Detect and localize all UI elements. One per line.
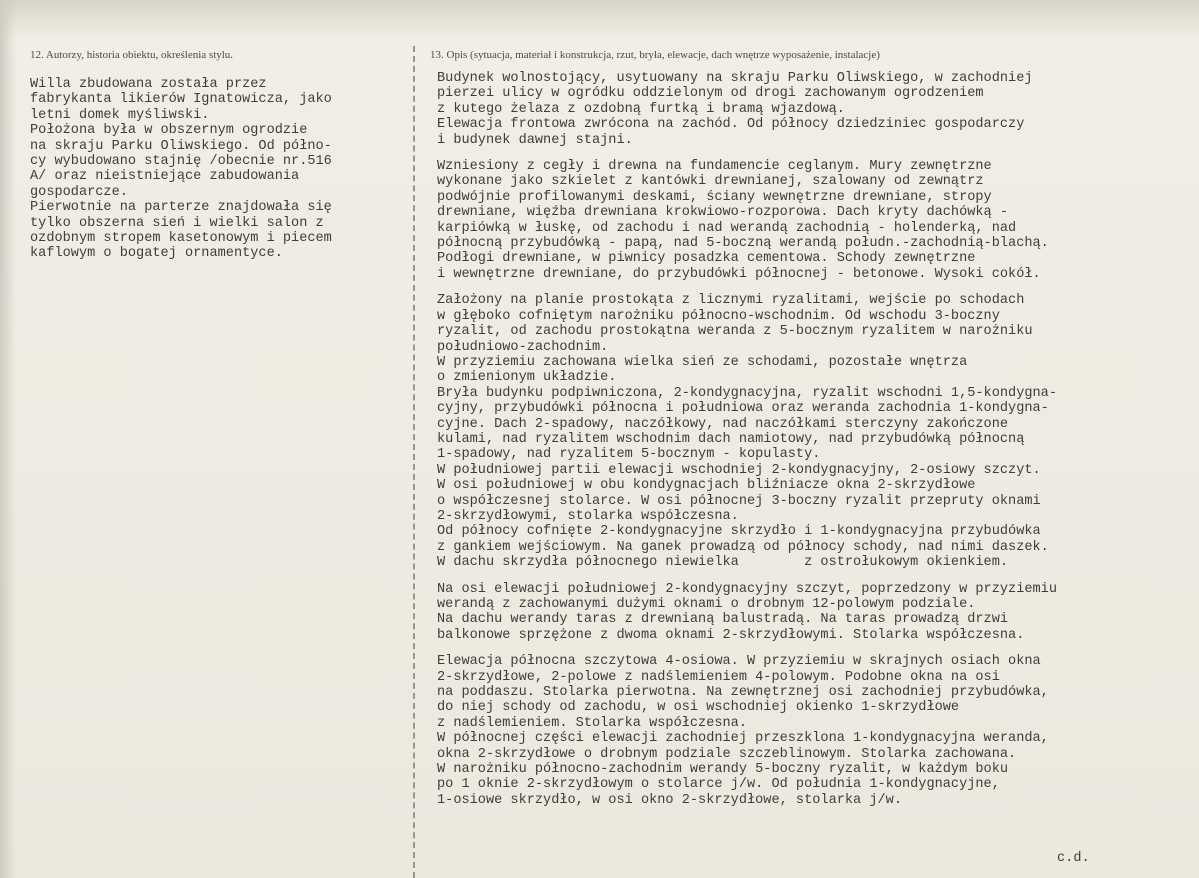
text-line: na poddaszu. Stolarka pierwotna. Na zewnętrznej osi zachodniej przybudówka, [437, 685, 1049, 701]
history-paragraph [30, 77, 402, 123]
text-line: Położona była w obszernym ogrodzie [30, 123, 308, 139]
text-line: 2-skrzydłowymi, stolarka współczesna. [437, 508, 739, 524]
text-line: Na osi elewacji południowej 2-kondygnacyjny szczyt, poprzedzony w przyziemiu [437, 581, 1057, 597]
text-line: W dachu skrzydła północnego niewielka z ostrołukowym okienkiem. [437, 555, 1009, 571]
text-line: letni domek myśliwski. [30, 107, 210, 123]
text-line: Pierwotnie na parterze znajdowała się [30, 200, 332, 216]
text-line: kulami, nad ryzalitem wschodnim dach namiotowy, nad przybudówką północną [437, 431, 1025, 447]
text-line: okna 2-skrzydłowe o drobnym podziale szczeblinowym. Stolarka zachowana. [437, 746, 1017, 762]
scan-shadow-top [0, 0, 1199, 40]
text-line: W południowej partii elewacji wschodniej 2-kondygnacyjny, 2-osiowy szczyt. [437, 462, 1041, 478]
text-line: o zmienionym układzie. [437, 370, 617, 386]
text-line: pierzei ulicy w ogródku oddzielonym od drogi zachowanym ogrodzeniem [437, 86, 984, 102]
section-13-header: 13. Opis (sytuacja, materiał i konstrukcja, rzut, bryła, elewacje, dach wnętrze wyposażenie, instalacje) [430, 49, 880, 61]
text-line: Na dachu werandy taras z drewnianą balustradą. Na taras prowadzą drzwi [437, 612, 1009, 628]
text-line: Od północy cofnięte 2-kondygnacyjne skrzydło i 1-kondygnacyjna przybudówka [437, 524, 1041, 540]
description-paragraph [437, 654, 1177, 808]
scan-shadow-left [0, 0, 16, 878]
text-line: Podłogi drewniane, w piwnicy posadzka cementowa. Schody zewnętrzne [437, 251, 976, 267]
text-line: W przyziemiu zachowana wielka sień ze schodami, pozostałe wnętrza [437, 354, 968, 370]
text-line: gospodarcze. [30, 184, 128, 200]
text-line: południowo-zachodnim. [437, 339, 609, 355]
text-line: 1-osiowe skrzydło, w osi okno 2-skrzydłowe, stolarka j/w. [437, 792, 902, 808]
text-line: w głęboko cofniętym narożniku północno-wschodnim. Od wschodu 3-boczny [437, 308, 1000, 324]
text-line: W narożniku północno-zachodnim werandy 5-boczny ryzalit, w każdym boku [437, 762, 1009, 778]
text-line: i budynek dawnej stajni. [437, 132, 633, 148]
history-paragraph [30, 200, 402, 262]
text-line: W północnej części elewacji zachodniej przeszklona 1-kondygnacyjna weranda, [437, 731, 1049, 747]
description-paragraph [437, 582, 1177, 644]
text-line: z gankiem wejściowym. Na ganek prowadzą od północy schody, nad nimi daszek. [437, 539, 1049, 555]
continuation-mark: c.d. [1057, 851, 1090, 866]
text-line: cy wybudowano stajnię /obecnie nr.516 [30, 154, 332, 170]
description-paragraph [437, 293, 1177, 570]
text-line: wykonane jako szkielet z kantówki drewnianej, szalowany od zewnątrz [437, 174, 984, 190]
section-12-header: 12. Autorzy, historia obiektu, określenia stylu. [30, 49, 234, 61]
text-line: do niej schody od zachodu, w osi wschodniej okienko 1-skrzydłowe [437, 700, 960, 716]
text-line: po 1 oknie 2-skrzydłowym o stolarce j/w. Od południa 1-kondygnacyjne, [437, 777, 1000, 793]
text-line: 2-skrzydłowe, 2-polowe z nadślemieniem 4-polowym. Podobne okna na osi [437, 669, 1000, 685]
text-line: kaflowym o bogatej ornamentyce. [30, 246, 283, 262]
text-line: Założony na planie prostokąta z licznymi ryzalitami, wejście po schodach [437, 293, 1025, 309]
text-line: tylko obszerna sień i wielki salon z [30, 215, 324, 231]
history-paragraph [30, 123, 402, 200]
text-line: podwójnie profilowanymi deskami, ściany wewnętrzne drewniane, stropy [437, 189, 992, 205]
column-divider [413, 46, 415, 878]
text-line: na skraju Parku Oliwskiego. Od półno- [30, 138, 332, 154]
text-line: Elewacja północna szczytowa 4-osiowa. W przyziemiu w skrajnych osiach okna [437, 654, 1041, 670]
text-line: Wzniesiony z cegły i drewna na fundamencie ceglanym. Mury zewnętrzne [437, 159, 992, 175]
description-text-column [437, 71, 1177, 808]
text-line: ryzalit, od zachodu prostokątna weranda z 5-bocznym ryzalitem w narożniku [437, 324, 1033, 340]
text-line: werandą z zachowanymi dużymi oknami o drobnym 12-polowym podziale. [437, 597, 976, 612]
text-line: z kutego żelaza z ozdobną furtką i bramą wjazdową. [437, 101, 845, 117]
text-line: cyjne. Dach 2-spadowy, naczółkowy, nad naczółkami sterczyny zakończone [437, 416, 1009, 432]
text-line: o współczesnej stolarce. W osi północnej 3-boczny ryzalit przepruty oknami [437, 493, 1041, 509]
text-line: Budynek wolnostojący, usytuowany na skraju Parku Oliwskiego, w zachodniej [437, 71, 1033, 86]
text-line: W osi południowej w obu kondygnacjach bliźniacze okna 2-skrzydłowe [437, 478, 976, 494]
text-line: balkonowe sprzężone z dwoma oknami 2-skrzydłowymi. Stolarka współczesna. [437, 627, 1025, 643]
text-line: A/ oraz nieistniejące zabudowania [30, 169, 300, 185]
text-line: fabrykanta likierów Ignatowicza, jako [30, 92, 332, 108]
text-line: drewniane, więźba drewniana krokwiowo-rozporowa. Dach kryty dachówką - [437, 205, 1009, 221]
text-line: ozdobnym stropem kasetonowym i piecem [30, 231, 332, 247]
text-line: i wewnętrzne drewniane, do przybudówki północnej - betonowe. Wysoki cokół. [437, 266, 1041, 282]
text-line: Willa zbudowana została przez [30, 77, 267, 92]
description-paragraph [437, 71, 1177, 148]
description-paragraph [437, 159, 1177, 282]
text-line: północną przybudówką - papą, nad 5-boczną werandą połudn.-zachodnią-blachą. [437, 236, 1049, 252]
text-line: karpiówką w łuskę, od zachodu i nad werandą zachodnią - holenderką, nad [437, 220, 1017, 236]
text-line: Bryła budynku podpiwniczona, 2-kondygnacyjna, ryzalit wschodni 1,5-kondygna- [437, 385, 1057, 401]
text-line: 1-spadowy, nad ryzalitem 5-bocznym - kopulasty. [437, 447, 821, 463]
text-line: z nadślemieniem. Stolarka współczesna. [437, 715, 747, 731]
text-line: cyjny, przybudówki północna i południowa oraz weranda zachodnia 1-kondygna- [437, 401, 1049, 417]
history-text-column [30, 77, 402, 262]
text-line: Elewacja frontowa zwrócona na zachód. Od północy dziedziniec gospodarczy [437, 117, 1025, 133]
